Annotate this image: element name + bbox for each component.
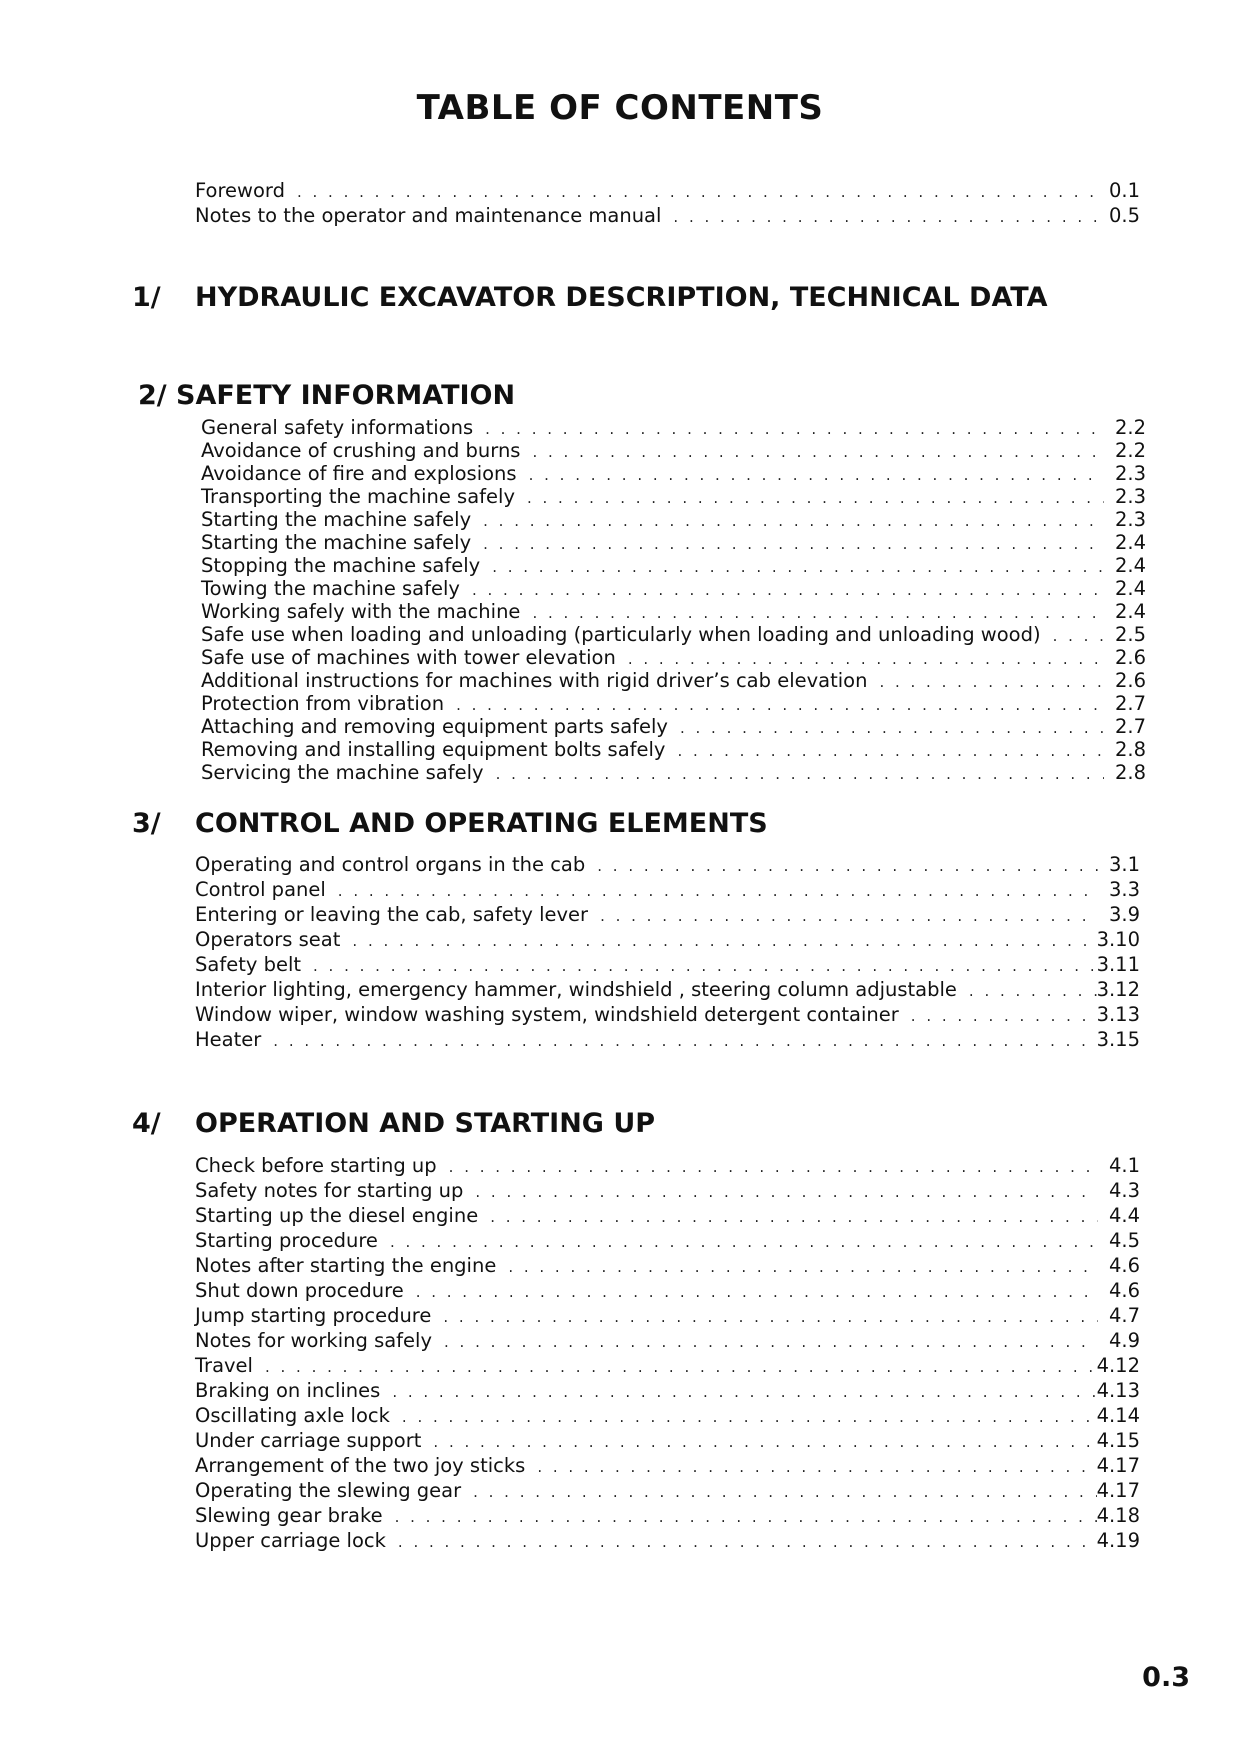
toc-entry-page: 4.12 (1096, 1354, 1140, 1377)
toc-entry-page: 3.15 (1096, 1028, 1140, 1051)
toc-entry-label: Jump starting procedure (195, 1304, 432, 1327)
toc-entry-page: 4.13 (1096, 1379, 1140, 1402)
toc-entry (195, 852, 1140, 877)
toc-entry (201, 508, 1146, 531)
toc-entry-page: 3.3 (1108, 878, 1140, 901)
toc-entry-label: Starting up the diesel engine (195, 1204, 479, 1227)
leader-dots (537, 1455, 1096, 1480)
intro-list (195, 178, 1140, 228)
leader-dots (483, 533, 1104, 556)
leader-dots (1053, 625, 1104, 648)
toc-entry (195, 1153, 1140, 1178)
toc-entry-page: 4.3 (1108, 1179, 1140, 1202)
leader-dots (628, 648, 1104, 671)
toc-entry-page: 4.18 (1096, 1504, 1140, 1527)
leader-dots (390, 1230, 1098, 1255)
toc-entry (195, 877, 1140, 902)
leader-dots (313, 954, 1097, 979)
toc-entry-page: 2.3 (1114, 508, 1146, 531)
toc-entry-label: Entering or leaving the cab, safety lever (195, 903, 589, 926)
section-4-list (195, 1153, 1140, 1553)
section-title: HYDRAULIC EXCAVATOR DESCRIPTION, TECHNICAL DATA (195, 282, 1048, 313)
toc-entry-label: Operators seat (195, 928, 341, 951)
toc-entry-label: Avoidance of fire and explosions (201, 462, 517, 485)
toc-entry (201, 715, 1146, 738)
toc-entry-label: Notes for working safely (195, 1329, 432, 1352)
leader-dots (297, 180, 1098, 205)
leader-dots (433, 1430, 1096, 1455)
toc-entry-label: Slewing gear brake (195, 1504, 383, 1527)
toc-entry-label: Braking on inclines (195, 1379, 381, 1402)
toc-entry (201, 669, 1146, 692)
leader-dots (473, 1480, 1096, 1505)
toc-entry-label: Safe use when loading and unloading (particularly when loading and unloading wood) (201, 623, 1041, 646)
toc-entry (201, 554, 1146, 577)
toc-entry-page: 3.9 (1108, 903, 1140, 926)
toc-entry (201, 416, 1146, 439)
section-2 (138, 380, 515, 411)
toc-entry-label: Foreword (195, 179, 285, 202)
toc-entry-label: Operating and control organs in the cab (195, 853, 586, 876)
leader-dots (911, 1004, 1097, 1029)
leader-dots (416, 1280, 1098, 1305)
toc-entry-page: 4.15 (1096, 1429, 1140, 1452)
toc-entry-page: 3.10 (1096, 928, 1140, 951)
toc-entry-label: Additional instructions for machines with rigid driver’s cab elevation (201, 669, 868, 692)
toc-entry (201, 692, 1146, 715)
toc-entry-label: Window wiper, window washing system, windshield detergent container (195, 1003, 899, 1026)
toc-entry (201, 646, 1146, 669)
toc-entry-label: Removing and installing equipment bolts safely (201, 738, 666, 761)
toc-entry-page: 4.6 (1108, 1254, 1140, 1277)
leader-dots (472, 579, 1104, 602)
leader-dots (969, 979, 1097, 1004)
toc-entry-label: Interior lighting, emergency hammer, windshield , steering column adjustable (195, 978, 957, 1001)
toc-entry (195, 1353, 1140, 1378)
toc-entry-page: 4.19 (1096, 1529, 1140, 1552)
toc-entry (195, 1303, 1140, 1328)
toc-entry-page: 2.7 (1114, 715, 1146, 738)
leader-dots (492, 556, 1104, 579)
toc-entry (195, 1027, 1140, 1052)
leader-dots (490, 1205, 1098, 1230)
leader-dots (508, 1255, 1098, 1280)
leader-dots (338, 879, 1098, 904)
toc-entry-page: 0.1 (1108, 179, 1140, 202)
section-4 (132, 1108, 655, 1139)
toc-entry-label: Oscillating axle lock (195, 1404, 390, 1427)
toc-entry-label: Travel (195, 1354, 253, 1377)
leader-dots (395, 1505, 1097, 1530)
leader-dots (532, 441, 1104, 464)
toc-entry-page: 2.4 (1114, 577, 1146, 600)
toc-entry (195, 1403, 1140, 1428)
leader-dots (677, 740, 1104, 763)
toc-entry-label: Arrangement of the two joy sticks (195, 1454, 526, 1477)
leader-dots (673, 205, 1098, 230)
toc-entry-page: 3.13 (1096, 1003, 1140, 1026)
toc-entry-page: 4.4 (1108, 1204, 1140, 1227)
leader-dots (402, 1405, 1097, 1430)
toc-entry (201, 439, 1146, 462)
toc-entry-label: Safety notes for starting up (195, 1179, 464, 1202)
leader-dots (456, 694, 1104, 717)
toc-entry-page: 2.4 (1114, 600, 1146, 623)
toc-entry-page: 4.17 (1096, 1454, 1140, 1477)
section-2-list (201, 416, 1146, 784)
toc-entry-label: Operating the slewing gear (195, 1479, 462, 1502)
leader-dots (398, 1530, 1097, 1555)
toc-entry-page: 3.12 (1096, 978, 1140, 1001)
toc-entry-label: Starting the machine safely (201, 531, 472, 554)
toc-entry (201, 531, 1146, 554)
toc-entry-page: 2.6 (1114, 669, 1146, 692)
toc-entry-label: Transporting the machine safely (201, 485, 515, 508)
toc-entry-label: Servicing the machine safely (201, 761, 484, 784)
toc-entry (195, 1253, 1140, 1278)
toc-entry (201, 623, 1146, 646)
toc-entry-label: Shut down procedure (195, 1279, 404, 1302)
section-number: 4/ (132, 1108, 161, 1139)
toc-entry (195, 1002, 1140, 1027)
toc-entry (195, 952, 1140, 977)
section-number: 2/ (138, 380, 167, 411)
toc-entry-label: Towing the machine safely (201, 577, 460, 600)
leader-dots (680, 717, 1104, 740)
toc-entry (195, 178, 1140, 203)
leader-dots (600, 904, 1098, 929)
toc-entry-label: Protection from vibration (201, 692, 445, 715)
toc-entry (195, 1528, 1140, 1553)
section-1 (132, 282, 1047, 313)
leader-dots (444, 1330, 1098, 1355)
section-heading (138, 380, 515, 411)
section-number: 3/ (132, 808, 161, 839)
page-number: 0.3 (1142, 1662, 1190, 1693)
section-heading (132, 808, 768, 839)
leader-dots (496, 763, 1104, 786)
toc-entry (195, 927, 1140, 952)
toc-entry-label: Notes after starting the engine (195, 1254, 497, 1277)
toc-entry (201, 577, 1146, 600)
toc-entry (195, 1228, 1140, 1253)
leader-dots (392, 1380, 1096, 1405)
section-number: 1/ (132, 282, 161, 313)
section-3 (132, 808, 768, 839)
toc-entry (201, 462, 1146, 485)
toc-entry (195, 203, 1140, 228)
toc-entry (201, 485, 1146, 508)
toc-entry-label: Notes to the operator and maintenance manual (195, 204, 662, 227)
toc-entry-label: Control panel (195, 878, 326, 901)
page-title: TABLE OF CONTENTS (416, 88, 824, 128)
toc-entry (195, 1378, 1140, 1403)
leader-dots (352, 929, 1096, 954)
toc-entry-label: Stopping the machine safely (201, 554, 481, 577)
section-heading (132, 282, 1047, 313)
toc-entry-page: 2.4 (1114, 531, 1146, 554)
toc-entry-page: 2.8 (1114, 738, 1146, 761)
toc-entry-page: 4.5 (1108, 1229, 1140, 1252)
leader-dots (449, 1155, 1098, 1180)
leader-dots (475, 1180, 1098, 1205)
toc-entry (195, 1478, 1140, 1503)
toc-entry (195, 1328, 1140, 1353)
toc-entry-label: Starting the machine safely (201, 508, 472, 531)
toc-entry (201, 738, 1146, 761)
toc-entry (195, 1503, 1140, 1528)
toc-entry-page: 2.3 (1114, 462, 1146, 485)
toc-entry (201, 600, 1146, 623)
toc-entry-page: 4.7 (1108, 1304, 1140, 1327)
toc-entry-page: 4.9 (1108, 1329, 1140, 1352)
toc-entry-page: 2.2 (1114, 416, 1146, 439)
toc-entry-page: 0.5 (1108, 204, 1140, 227)
toc-entry-label: Avoidance of crushing and burns (201, 439, 521, 462)
leader-dots (527, 487, 1104, 510)
leader-dots (597, 854, 1098, 879)
leader-dots (532, 602, 1104, 625)
toc-entry (195, 1278, 1140, 1303)
toc-entry-page: 2.2 (1114, 439, 1146, 462)
leader-dots (443, 1305, 1098, 1330)
leader-dots (265, 1355, 1097, 1380)
toc-entry (201, 761, 1146, 784)
toc-entry-page: 4.1 (1108, 1154, 1140, 1177)
toc-entry-label: Safety belt (195, 953, 302, 976)
toc-entry-label: Starting procedure (195, 1229, 378, 1252)
toc-entry-page: 2.6 (1114, 646, 1146, 669)
leader-dots (529, 464, 1104, 487)
leader-dots (273, 1029, 1096, 1054)
toc-entry-page: 4.14 (1096, 1404, 1140, 1427)
leader-dots (879, 671, 1104, 694)
toc-entry-label: Working safely with the machine (201, 600, 521, 623)
toc-entry-page: 2.7 (1114, 692, 1146, 715)
toc-entry-label: General safety informations (201, 416, 474, 439)
toc-entry (195, 1453, 1140, 1478)
leader-dots (483, 510, 1104, 533)
section-title: OPERATION AND STARTING UP (195, 1108, 656, 1139)
toc-entry-page: 3.11 (1096, 953, 1140, 976)
toc-entry (195, 1428, 1140, 1453)
section-title: SAFETY INFORMATION (176, 380, 516, 411)
toc-entry-page: 3.1 (1108, 853, 1140, 876)
toc-entry (195, 977, 1140, 1002)
toc-entry (195, 1178, 1140, 1203)
toc-entry (195, 902, 1140, 927)
section-3-list (195, 852, 1140, 1052)
toc-entry-label: Safe use of machines with tower elevation (201, 646, 616, 669)
toc-entry-page: 4.17 (1096, 1479, 1140, 1502)
section-title: CONTROL AND OPERATING ELEMENTS (195, 808, 768, 839)
toc-entry-page: 2.3 (1114, 485, 1146, 508)
section-heading (132, 1108, 655, 1139)
toc-entry-page: 2.8 (1114, 761, 1146, 784)
toc-entry-label: Heater (195, 1028, 262, 1051)
toc-entry-page: 2.4 (1114, 554, 1146, 577)
toc-entry-label: Upper carriage lock (195, 1529, 386, 1552)
toc-entry-page: 4.6 (1108, 1279, 1140, 1302)
leader-dots (485, 418, 1104, 441)
toc-entry-label: Attaching and removing equipment parts safely (201, 715, 668, 738)
toc-entry-label: Under carriage support (195, 1429, 422, 1452)
toc-entry (195, 1203, 1140, 1228)
toc-entry-page: 2.5 (1114, 623, 1146, 646)
toc-entry-label: Check before starting up (195, 1154, 437, 1177)
